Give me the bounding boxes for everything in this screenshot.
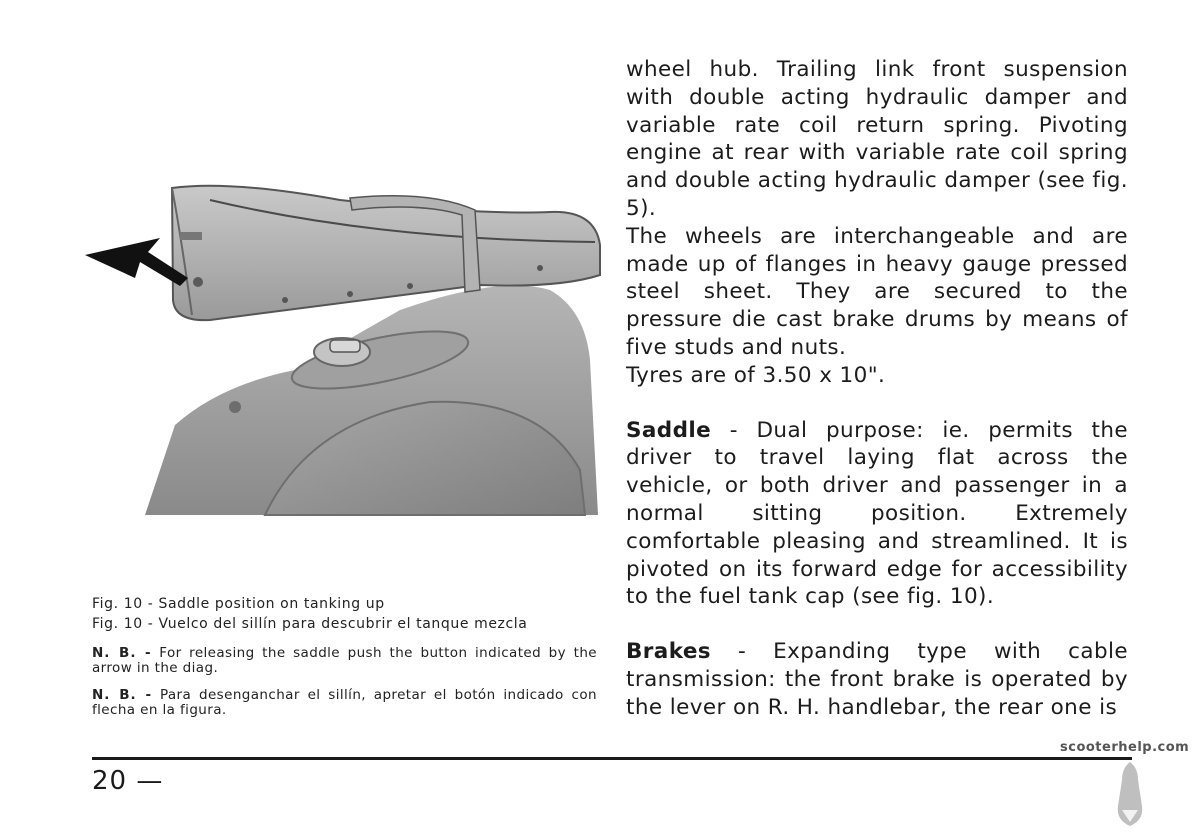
- paragraph-wheels: The wheels are interchangeable and are made up of flanges in heavy gauge pressed steel sheet. They are secured to the pressure die cast brake drums by means of five studs and nuts.: [626, 223, 1128, 360]
- brakes-text: - Expanding type with cable transmission: the front brake is operated by the lever on R. H. handlebar, the rear one is: [626, 639, 1128, 720]
- figure-captions: [92, 594, 597, 718]
- body-text-column: [626, 56, 1128, 722]
- paragraph-tyres: Tyres are of 3.50 x 10".: [626, 362, 886, 388]
- caption-english: Fig. 10 - Saddle position on tanking up: [92, 596, 385, 612]
- paragraph-suspension: wheel hub. Trailing link front suspension with double acting hydraulic damper and variable rate coil return spring. Pivoting engine at rear with variable rate coil spring and double acting hydraulic damper (see fig. 5).: [626, 57, 1128, 221]
- paragraph-brakes: [626, 638, 1128, 721]
- note-label: N. B. -: [92, 645, 152, 661]
- saddle-photo: [80, 170, 605, 520]
- note-label: N. B. -: [92, 687, 153, 703]
- caption-spanish: Fig. 10 - Vuelco del sillín para descubrir el tanque mezcla: [92, 616, 528, 632]
- saddle-text: - Dual purpose: ie. permits the driver to travel laying flat across the vehicle, or both driver and passenger in a normal sitting position. Extremely comfortable pleasing and streamlined. It is pivoted on its forward edge for accessibility to the fuel tank cap (see fig. 10).: [626, 417, 1128, 610]
- footer-rule: [92, 757, 1132, 760]
- watermark-text: scooterhelp.com: [1060, 740, 1190, 755]
- note-text: For releasing the saddle push the button indicated by the arrow in the diag.: [92, 645, 597, 676]
- scooter-logo-icon: [1108, 758, 1152, 830]
- paragraph-saddle: [626, 417, 1128, 612]
- note-text: Para desenganchar el sillín, apretar el botón indicado con flecha en la figura.: [92, 687, 597, 718]
- brakes-heading: Brakes: [626, 639, 711, 665]
- page-number: 20 —: [92, 766, 164, 796]
- note-spanish: [92, 688, 597, 718]
- note-english: [92, 646, 597, 676]
- saddle-heading: Saddle: [626, 417, 712, 443]
